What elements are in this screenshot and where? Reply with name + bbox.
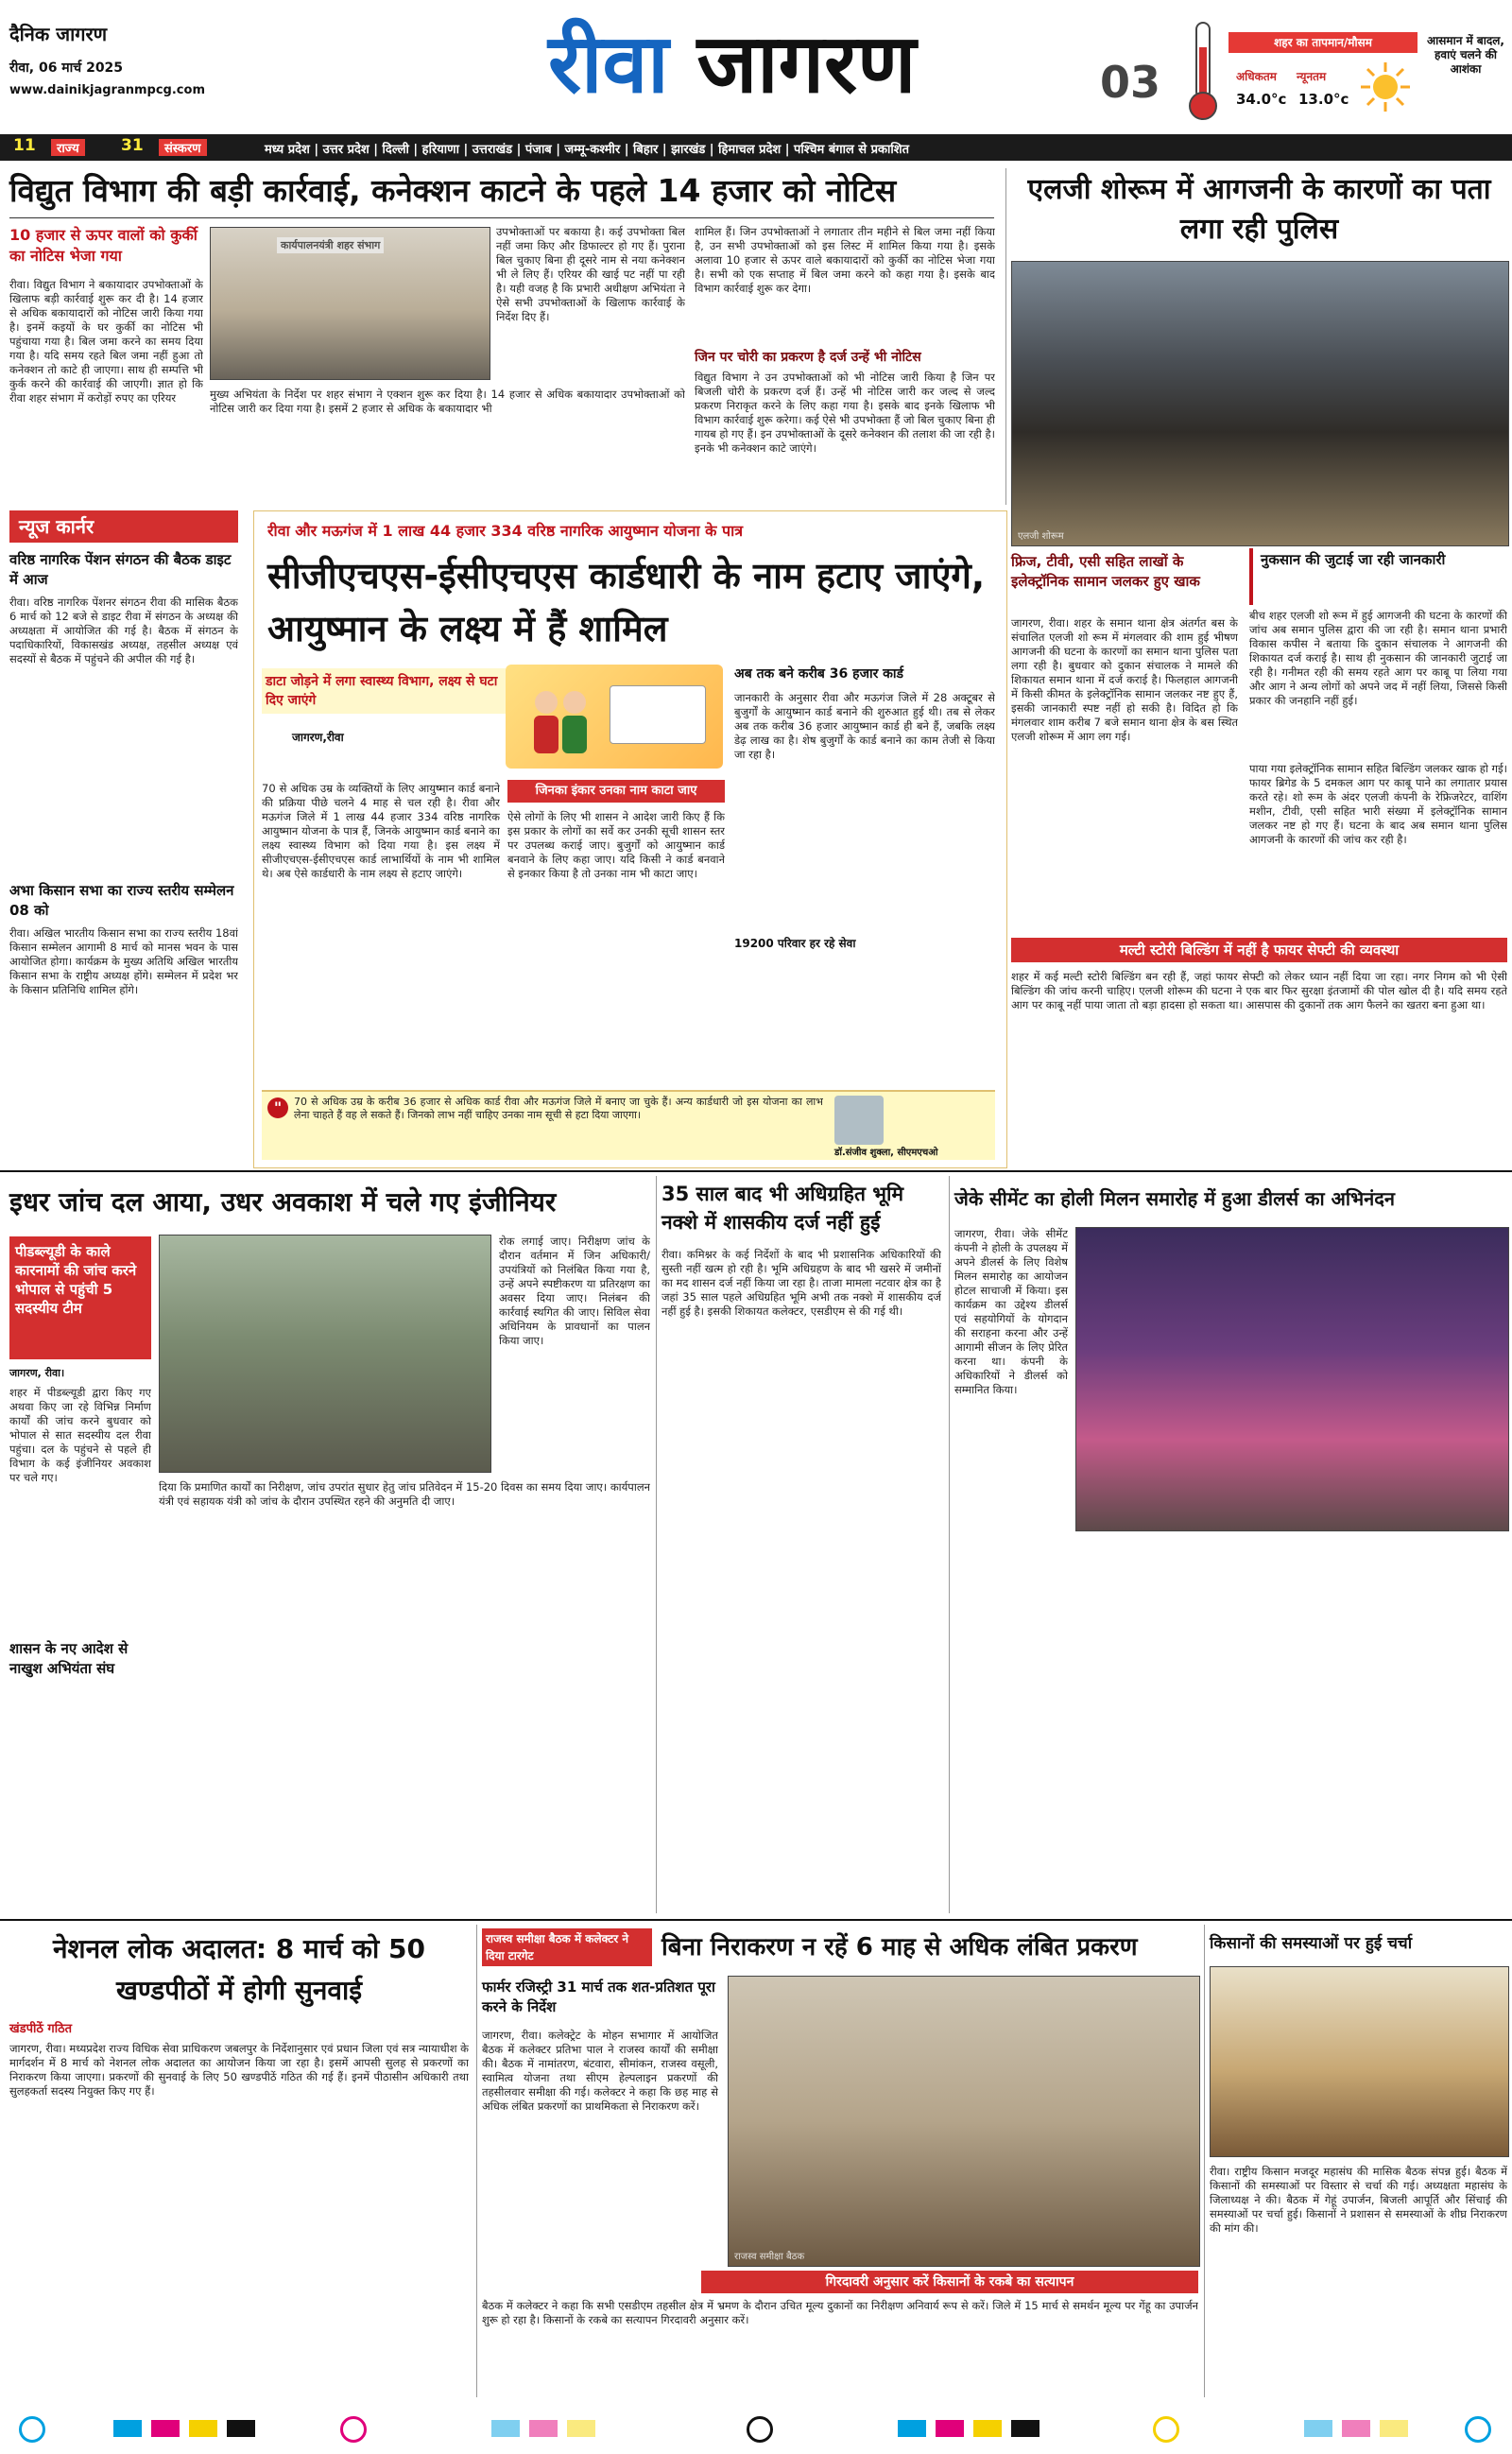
max-label: अधिकतम (1236, 70, 1277, 83)
forecast-text: आसमान में बादल, हवाएं चलने की आशंका (1427, 34, 1504, 76)
news-corner-title: न्यूज कार्नर (9, 510, 238, 543)
kisan-photo (1210, 1966, 1509, 2157)
quote-box (262, 1090, 995, 1160)
story-column: रोक लगाई जाए। निरीक्षण जांच के दौरान वर्तमान में जिन अधिकारी/उपयंत्रियों को निलंबित किया गया है, उन्हें अपने स्पष्टीकरण या प्रतिरक्षण का अवसर दिया जाए। निलंबन की कार्रवाई स्थगित की जाए। सिविल सेवा अधिनियम के प्रावधानों का पालन किया जाए। (499, 1235, 650, 1347)
headline: नेशनल लोक अदालत: 8 मार्च को 50 खण्डपीठों में होगी सुनवाई (53, 1933, 425, 2006)
color-swatch (1380, 2420, 1408, 2437)
story-revenue-review (482, 1925, 1200, 2397)
story-column: दिया कि प्रमाणित कार्यों का निरीक्षण, जांच उपरांत सुधार हेतु जांच प्रतिवेदन में 15-20 दिवस का समय दिया जाए। कार्यपालन यंत्री एवं सहायक यंत्री को जांच के दौरान उपस्थित रहने की अनुमति दी जाए। (159, 1480, 650, 1508)
min-label: न्यूनतम (1297, 70, 1327, 83)
edition-navbar (0, 134, 1512, 161)
headline: किसानों की समस्याओं पर हुई चर्चा (1210, 1934, 1413, 1953)
subhead: जिन पर चोरी का प्रकरण है दर्ज उन्हें भी नोटिस (695, 350, 921, 365)
nav-num-states: 11 (13, 136, 36, 155)
nav-num-editions: 31 (121, 136, 144, 155)
color-swatch (113, 2420, 142, 2437)
masthead-title (548, 17, 916, 112)
print-color-strip (0, 2409, 1512, 2446)
office-photo (210, 227, 490, 380)
story-column: रीवा। विद्युत विभाग ने बकायादार उपभोक्ताओं के खिलाफ बड़ी कार्रवाई शुरू कर दी है। 14 हजार से अधिक बकायादारों को नोटिस जारी किया गया है। इनमें कइयों के घर कुर्की का नोटिस भी पहुंचाया गया है। बिल जमा करने का समय दिया गया है। यदि समय रहते बिल जमा नहीं हुआ तो कनेक्शन तो काटे ही जाएगा। साथ ही सम्पत्ति भी कुर्क करने की कार्रवाई की जाएगी। ज्ञात हो कि रीवा शहर संभाग में करोड़ों रुपए का एरियर (9, 278, 203, 405)
color-swatch (151, 2420, 180, 2437)
multi-storey-text: शहर में कई मल्टी स्टोरी बिल्डिंग बन रही हैं, जहां फायर सेफ्टी को लेकर ध्यान नहीं दिया जा रहा। नगर निगम को भी ऐसी बिल्डिंग की जांच करनी चाहिए। एलजी शोरूम की घटना ने एक बार फिर सुरक्षा इंतजामों की पोल खोल दी है। यदि समय रहते आग पर काबू नहीं पाया जाता तो बड़ा हादसा हो सकता था। आसपास की दुकानों तक आग फैलने का खतरा बना हुआ था। (1011, 970, 1507, 1011)
color-swatch (936, 2420, 964, 2437)
event-photo (1075, 1227, 1509, 1531)
kicker: राजस्व समीक्षा बैठक में कलेक्टर ने दिया टारगेट (482, 1928, 652, 1966)
card-image (610, 685, 706, 744)
story-column: उपभोक्ताओं पर बकाया है। कई उपभोक्ता बिल नहीं जमा किए और डिफाल्टर हो गए हैं। पुराना बिल चुकाए बिना ही दूसरे नाम से नया कनेक्शन भी ले लिए हैं। एरियर की खाई पट नहीं पा रही है। यही वजह है कि प्रभारी अधीक्षण अभियंता ने ऐसे सभी उपभोक्ताओं के खिलाफ कार्रवाई के निर्देश दिए हैं। (496, 225, 685, 323)
quote-mark-icon: " (267, 1097, 288, 1118)
doctor-portrait (834, 1096, 884, 1145)
side-box (1249, 548, 1511, 605)
page-number: 03 (1100, 57, 1161, 108)
story-column: शामिल हैं। जिन उपभोक्ताओं ने लगातार तीन महीने से बिल जमा नहीं किया है, उन सभी उपभोक्ताओं को इस लिस्ट में शामिल किया गया है। इसके अलावा 10 हजार से ऊपर वाले बकायादारों को कुर्की का नोटिस भेजा गया है। सभी को एक सप्ताह में बिल जमा करने को कहा गया है। इसके बाद विभाग कार्रवाई शुरू कर देगा। (695, 225, 995, 295)
story-column: 70 से अधिक उम्र के व्यक्तियों के लिए आयुष्मान कार्ड बनाने की प्रक्रिया पीछे चलने 4 माह से चल रही है। रीवा और मऊगंज जिले में 1 लाख 44 हजार 334 वरिष्ठ नागरिक आयुष्मान योजना के पात्र हैं, जिनके आयुष्मान कार्ड बनाने का लक्ष्य स्वास्थ्य विभाग को दिया गया है। इस लक्ष्य में सीजीएचएस-ईसीएचएस कार्ड लाभार्थियों के नाम भी शामिल थे। अब ऐसे कार्डधारी के नाम लक्ष्य से हटाए जाएंगे। (262, 782, 500, 880)
byline: जागरण, रीवा। (9, 1367, 65, 1379)
inspection-photo (159, 1235, 491, 1473)
color-swatch (491, 2420, 520, 2437)
story-column: मुख्य अभियंता के निर्देश पर शहर संभाग ने एक्शन शुरू कर दिया है। 14 हजार से अधिक बकायादार उपभोक्ताओं को नोटिस जारी कर दिया गया है। इसमें 2 हजार से अधिक के बकायादार भी (210, 388, 685, 415)
color-swatch (1011, 2420, 1040, 2437)
corner-text: रीवा। अखिल भारतीय किसान सभा का राज्य स्तरीय 18वां किसान सम्मेलन आगामी 8 मार्च को मानस भवन के पास आयोजित होगा। कार्यक्रम के मुख्य अतिथि अखिल भारतीय किसान सभा के राष्ट्रीय अध्यक्ष होंगे। सम्मेलन में प्रदेश भर के किसान प्रतिनिधि शामिल होंगे। (9, 926, 238, 996)
title-part-jagran: जागरण (696, 17, 917, 112)
registration-mark-icon (340, 2416, 367, 2443)
story-column: रीवा। राष्ट्रीय किसान मजदूर महासंघ की मासिक बैठक संपन्न हुई। बैठक में किसानों की समस्याओं पर विस्तार से चर्चा की गई। अध्यक्षता महासंघ के जिलाध्यक्ष ने की। बैठक में गेहूं उपार्जन, बिजली आपूर्ति और सिंचाई की समस्याओं पर चर्चा हुई। किसानों ने प्रशासन से समस्याओं के शीघ्र निराकरण की मांग की। (1210, 2165, 1507, 2235)
story-fire (1011, 166, 1507, 1167)
story-column: ऐसे लोगों के लिए भी शासन ने आदेश जारी किए हैं कि इस प्रकार के लोगों का सर्वे कर उनकी सूची शासन स्तर पर उपलब्ध कराई जाए। बुजुर्गों को आयुष्मान कार्ड बनवाने के लिए कहा जाए। यदि किसी ने कार्ड बनवाने से इनकार किया है तो उनका नाम भी काटा जाए। (507, 810, 725, 880)
multi-storey-head: मल्टी स्टोरी बिल्डिंग में नहीं है फायर सेफ्टी की व्यवस्था (1011, 938, 1507, 962)
kicker: रीवा और मऊगंज में 1 लाख 44 हजार 334 वरिष्ठ नागरिक आयुष्मान योजना के पात्र (267, 522, 744, 540)
news-corner (0, 510, 246, 1167)
section-text: बैठक में कलेक्टर ने कहा कि सभी एसडीएम तहसील क्षेत्र में भ्रमण के दौरान उचित मूल्य दुकानों का निरीक्षण अनिवार्य रूप से करें। जिले में 15 मार्च से समर्थन मूल्य पर गेंहू का उपार्जन शुरू हो रहा है। किसानों के रकबे का सत्यापन गिरदावरी अनुसार करें। (482, 2299, 1198, 2326)
masthead (0, 0, 1512, 132)
subhead: फार्मर रजिस्ट्री 31 मार्च तक शत-प्रतिशत पूरा करने के निर्देश (482, 1979, 715, 2015)
registration-mark-icon (19, 2416, 45, 2443)
meeting-photo (728, 1976, 1200, 2267)
story-column: शहर में पीडब्ल्यूडी द्वारा किए गए अथवा किए जा रहे विभिन्न निर्माण कार्यों की जांच करने बुधवार को भोपाल से सात सदस्यीय दल रीवा पहुंचा। दल के पहुंचने से पहले ही विभाग के कई इंजीनियर अवकाश पर चले गए। (9, 1386, 151, 1484)
story-column: जागरण, रीवा। जेके सीमेंट कंपनी ने होली के उपलक्ष्य में अपने डीलर्स के लिए विशेष मिलन समारोह का आयोजन होटल साचाजी में किया। इस कार्यक्रम का उद्देश्य डीलर्स एवं सहयोगियों के योगदान की सराहना करना और उन्हें आगामी सीजन के लिए प्रेरित करना था। कंपनी के अधिकारियों ने डीलर्स को सम्मानित किया। (954, 1227, 1068, 1396)
color-swatch (227, 2420, 255, 2437)
story-kisan (1210, 1925, 1507, 2397)
color-swatch (1304, 2420, 1332, 2437)
subhead: अब तक बने करीब 36 हजार कार्ड (734, 666, 904, 682)
website-link[interactable]: www.dainikjagranmpcg.com (9, 83, 205, 97)
quote-author: डॉ.संजीव शुक्ला, सीएमएचओ (834, 1148, 938, 1158)
corner-headline: वरिष्ठ नागरिक पेंशन संगठन की बैठक डाइट में आज (9, 551, 232, 588)
quote-text: 70 से अधिक उम्र के करीब 36 हजार से अधिक कार्ड रीवा और मऊगंज जिले में बनाए जा चुके हैं। अन्य कार्डधारी जो इस योजना का लाभ लेना चाहते हैं वह ले सकते हैं। जिनको लाभ नहीं चाहिए उनका नाम सूची से हटा दिया जाएगा। (294, 1096, 823, 1121)
story-column: पाया गया इलेक्ट्रॉनिक सामान सहित बिल्डिंग जलकर खाक हो गई। फायर ब्रिगेड के 5 दमकल आग पर काबू पाने का लगातार प्रयास करते रहे। शो रूम के अंदर एलजी कंपनी के रेफ्रिजरेटर, वाशिंग मशीन, टीवी, एसी सहित भारी संख्या में इलेक्ट्रॉनिक सामान जलकर नष्ट हो गए हैं। घटना के बाद अब समान थाना पुलिस आगजनी के कारणों की जांच कर रही है। (1249, 762, 1507, 846)
nav-label-states: राज्य (51, 139, 85, 156)
story-column: रीवा। कमिश्नर के कई निर्देशों के बाद भी प्रशासनिक अधिकारियों की सुस्ती नहीं खत्म हो रही है। भूमि अधिग्रहण के बाद भी खसरे में जमीनों का मद शासन दर्ज नहीं किया जा रहा है। ताजा मामला नटवार क्षेत्र का है जहां 35 साल पहले अधिग्रहित भूमि अभी तक नक्शे में शासकीय दर्ज नहीं हुई है। इसकी शिकायत कलेक्टर, एसडीएम से की गई थी। (662, 1248, 941, 1318)
story-engineer (0, 1176, 652, 1913)
subhead-box (9, 1236, 151, 1359)
story-electricity (0, 166, 1002, 505)
fire-photo (1011, 261, 1509, 546)
headline: एलजी शोरूम में आगजनी के कारणों का पता लगा रही पुलिस (1027, 173, 1491, 246)
byline: जागरण,रीवा (292, 731, 344, 744)
corner-headline: अभा किसान सभा का राज्य स्तरीय सम्मेलन 08 को (9, 882, 234, 919)
story-ayushman (253, 510, 1007, 1168)
subhead: 10 हजार से ऊपर वालों को कुर्की का नोटिस भेजा गया (9, 226, 198, 265)
story-column: जागरण, रीवा। मध्यप्रदेश राज्य विधिक सेवा प्राधिकरण जबलपुर के निर्देशानुसार एवं प्रधान जिला एवं सत्र न्यायाधीश के मार्गदर्शन में 8 मार्च को नेशनल लोक अदालत का आयोजन किया जा रहा है। इसमें आपसी सुलह से प्रकरणों का निराकरण किया जाएगा। प्रकरणों की सुनवाई के लिए 50 खण्डपीठें गठित की गई हैं। इनमें पीठासीन अधिकारी तथा सुलहकर्ता सदस्य नियुक्त किए गए हैं। (9, 2042, 469, 2098)
subhead: पीडब्ल्यूडी के काले कारनामों की जांच करने भोपाल से पहुंची 5 सदस्यीय टीम (15, 1243, 137, 1317)
nav-states-list: मध्य प्रदेश | उत्तर प्रदेश | दिल्ली | हरियाणा | उत्तराखंड | पंजाब | जम्मू-कश्मीर | बिहार | झारखंड | हिमाचल प्रदेश | पश्चिम बंगाल से प्रकाशित (265, 143, 909, 157)
photo-caption: राजस्व समीक्षा बैठक (734, 2252, 805, 2262)
color-swatch (567, 2420, 595, 2437)
section-bar: गिरदावरी अनुसार करें किसानों के रकबे का सत्यापन (701, 2271, 1198, 2293)
sun-cloud-icon (1357, 60, 1414, 113)
color-swatch (973, 2420, 1002, 2437)
headline: इधर जांच दल आया, उधर अवकाश में चले गए इंजीनियर (9, 1186, 557, 1218)
color-swatch (1342, 2420, 1370, 2437)
brand-small: दैनिक जागरण (9, 23, 108, 45)
registration-mark-icon (747, 2416, 773, 2443)
story-column: जागरण, रीवा। कलेक्ट्रेट के मोहन सभागार में आयोजित बैठक में कलेक्टर प्रतिभा पाल ने राजस्व कार्यों की समीक्षा की। बैठक में नामांतरण, बंटवारा, सीमांकन, राजस्व वसूली, स्वामित्व योजना तथा सीएम हेल्पलाइन प्रकरणों की तहसीलवार समीक्षा की गई। कलेक्टर ने कहा कि छह माह से अधिक लंबित प्रकरणों का प्राथमिकता से निराकरण करें। (482, 2029, 718, 2113)
thermometer-icon (1179, 19, 1227, 123)
headline: विद्युत विभाग की बड़ी कार्रवाई, कनेक्शन काटने के पहले 14 हजार को नोटिस (9, 172, 897, 209)
photo-caption: कार्यपालनयंत्री शहर संभाग (277, 237, 384, 253)
story-lok-adalat (0, 1925, 472, 2397)
elderly-couple-icon (523, 682, 598, 757)
story-column: विद्युत विभाग ने उन उपभोक्ताओं को भी नोटिस जारी किया है जिन पर बिजली चोरी के प्रकरण दर्ज हैं। उन्हें भी नोटिस जारी कर जल्द से जल्द प्रकरण निराकृत करने के लिए कहा गया है। इसके बाद इनके खिलाफ भी विभाग कार्रवाई शुरू करेगा। कई ऐसे भी उपभोक्ता हैं जो बिल चुकाए बिना ही गायब हो गए हैं। इन उपभोक्ताओं के दूसरे कनेक्शन की तलाश की जा रही है। इनके भी कनेक्शन काटे जाएंगे। (695, 371, 995, 455)
photo-caption: एलजी शोरूम (1018, 531, 1064, 542)
headline: बिना निराकरण न रहें 6 माह से अधिक लंबित प्रकरण (662, 1933, 1138, 1961)
story-column: जानकारी के अनुसार रीवा और मऊगंज जिले में 28 अक्टूबर से बुजुर्गों के आयुष्मान कार्ड बनाने की शुरुआत हुई थी। तब से लेकर अब तक करीब 36 हजार आयुष्मान कार्ड ही बने हैं, जबकि लक्ष्य डेढ़ लाख का है। शेष बुजुर्गों के कार्ड बनाने का काम तेजी से किया जा रहा है। (734, 691, 995, 761)
headline: सीजीएचएस-ईसीएचएस कार्डधारी के नाम हटाए जाएंगे, आयुष्मान के लक्ष्य में हैं शामिल (267, 555, 986, 649)
section-label: खंडपीठें गठित (9, 2022, 73, 2036)
side-head: नुकसान की जुटाई जा रही जानकारी (1261, 551, 1446, 568)
card-illustration (506, 665, 723, 769)
min-temp: 13.0°c (1298, 91, 1349, 108)
subhead: डाटा जोड़ने में लगा स्वास्थ्य विभाग, लक्ष्य से घटा दिए जाएंगे (262, 668, 506, 714)
edition-date: रीवा, 06 मार्च 2025 (9, 60, 124, 76)
registration-mark-icon (1153, 2416, 1179, 2443)
color-swatch (529, 2420, 558, 2437)
story-column: जागरण, रीवा। शहर के समान थाना क्षेत्र अंतर्गत बस के संचालित एलजी शो रूम में मंगलवार की शाम हुई भीषण आगजनी की घटना के कारणों का समान थाना पुलिस पता लगा रही है। बुधवार को दुकान संचालक ने मामले की शिकायत समान थाना में दर्ज कराई है। फिलहाल आगजनी में किसी कीमत के इलेक्ट्रॉनिक सामान जलकर नष्ट हुए हैं, इसकी जानकारी स्पष्ट नहीं हो सकी है। विदित हो कि मंगलवार शाम करीब 7 बजे समान थाना क्षेत्र के बस स्थित एलजी शोरूम में आग लग गई। (1011, 616, 1238, 743)
story-land (662, 1176, 945, 1913)
headline: 35 साल बाद भी अधिग्रहित भूमि नक्शे में शासकीय दर्ज नहीं हुई (662, 1183, 903, 1234)
weather-title: शहर का तापमान/मौसम (1228, 32, 1418, 53)
subhead: जिनका इंकार उनका नाम काटा जाए (507, 780, 725, 803)
color-swatch (189, 2420, 217, 2437)
subhead: शासन के नए आदेश से नाखुश अभियंता संघ (9, 1640, 129, 1677)
color-swatch (898, 2420, 926, 2437)
helpline-head: 19200 परिवार हर रहे सेवा (734, 937, 856, 950)
corner-text: रीवा। वरिष्ठ नागरिक पेंशनर संगठन रीवा की मासिक बैठक 6 मार्च को 12 बजे से डाइट रीवा में संगठन के अध्यक्ष की अध्यक्षता में आयोजित की गई है। बैठक में संगठन के पदाधिकारियों, विकासखंड अध्यक्ष, तहसील अध्यक्ष एवं सदस्यों से बैठक में पहुंचने की अपील की गई है। (9, 596, 238, 665)
headline: जेके सीमेंट का होली मिलन समारोह में हुआ डीलर्स का अभिनंदन (954, 1187, 1395, 1210)
story-jk-cement (954, 1176, 1507, 1913)
nav-label-editions: संस्करण (159, 139, 207, 156)
max-temp: 34.0°c (1236, 91, 1287, 108)
side-text: बीच शहर एलजी शो रूम में हुई आगजनी की घटना के कारणों की जांच अब समान पुलिस द्वारा की जा रही है। समान थाना प्रभारी विकास कपीस ने बताया कि दुकान संचालक ने आगजनी की शिकायत दर्ज कराई है। साथ ही नुकसान की जानकारी जुटाई जा रही है। गनीमत रही की समय रहते आग पर काबू पा लिया गया और आग ने अन्य लोगों को अपने जद में नहीं लिया, जिससे किसी प्रकार की जनहानि नहीं हुई। (1249, 609, 1507, 707)
registration-mark-icon (1465, 2416, 1491, 2443)
subhead: फ्रिज, टीवी, एसी सहित लाखों के इलेक्ट्रॉनिक सामान जलकर हुए खाक (1011, 553, 1200, 590)
title-part-rewa: रीवा (548, 17, 669, 112)
